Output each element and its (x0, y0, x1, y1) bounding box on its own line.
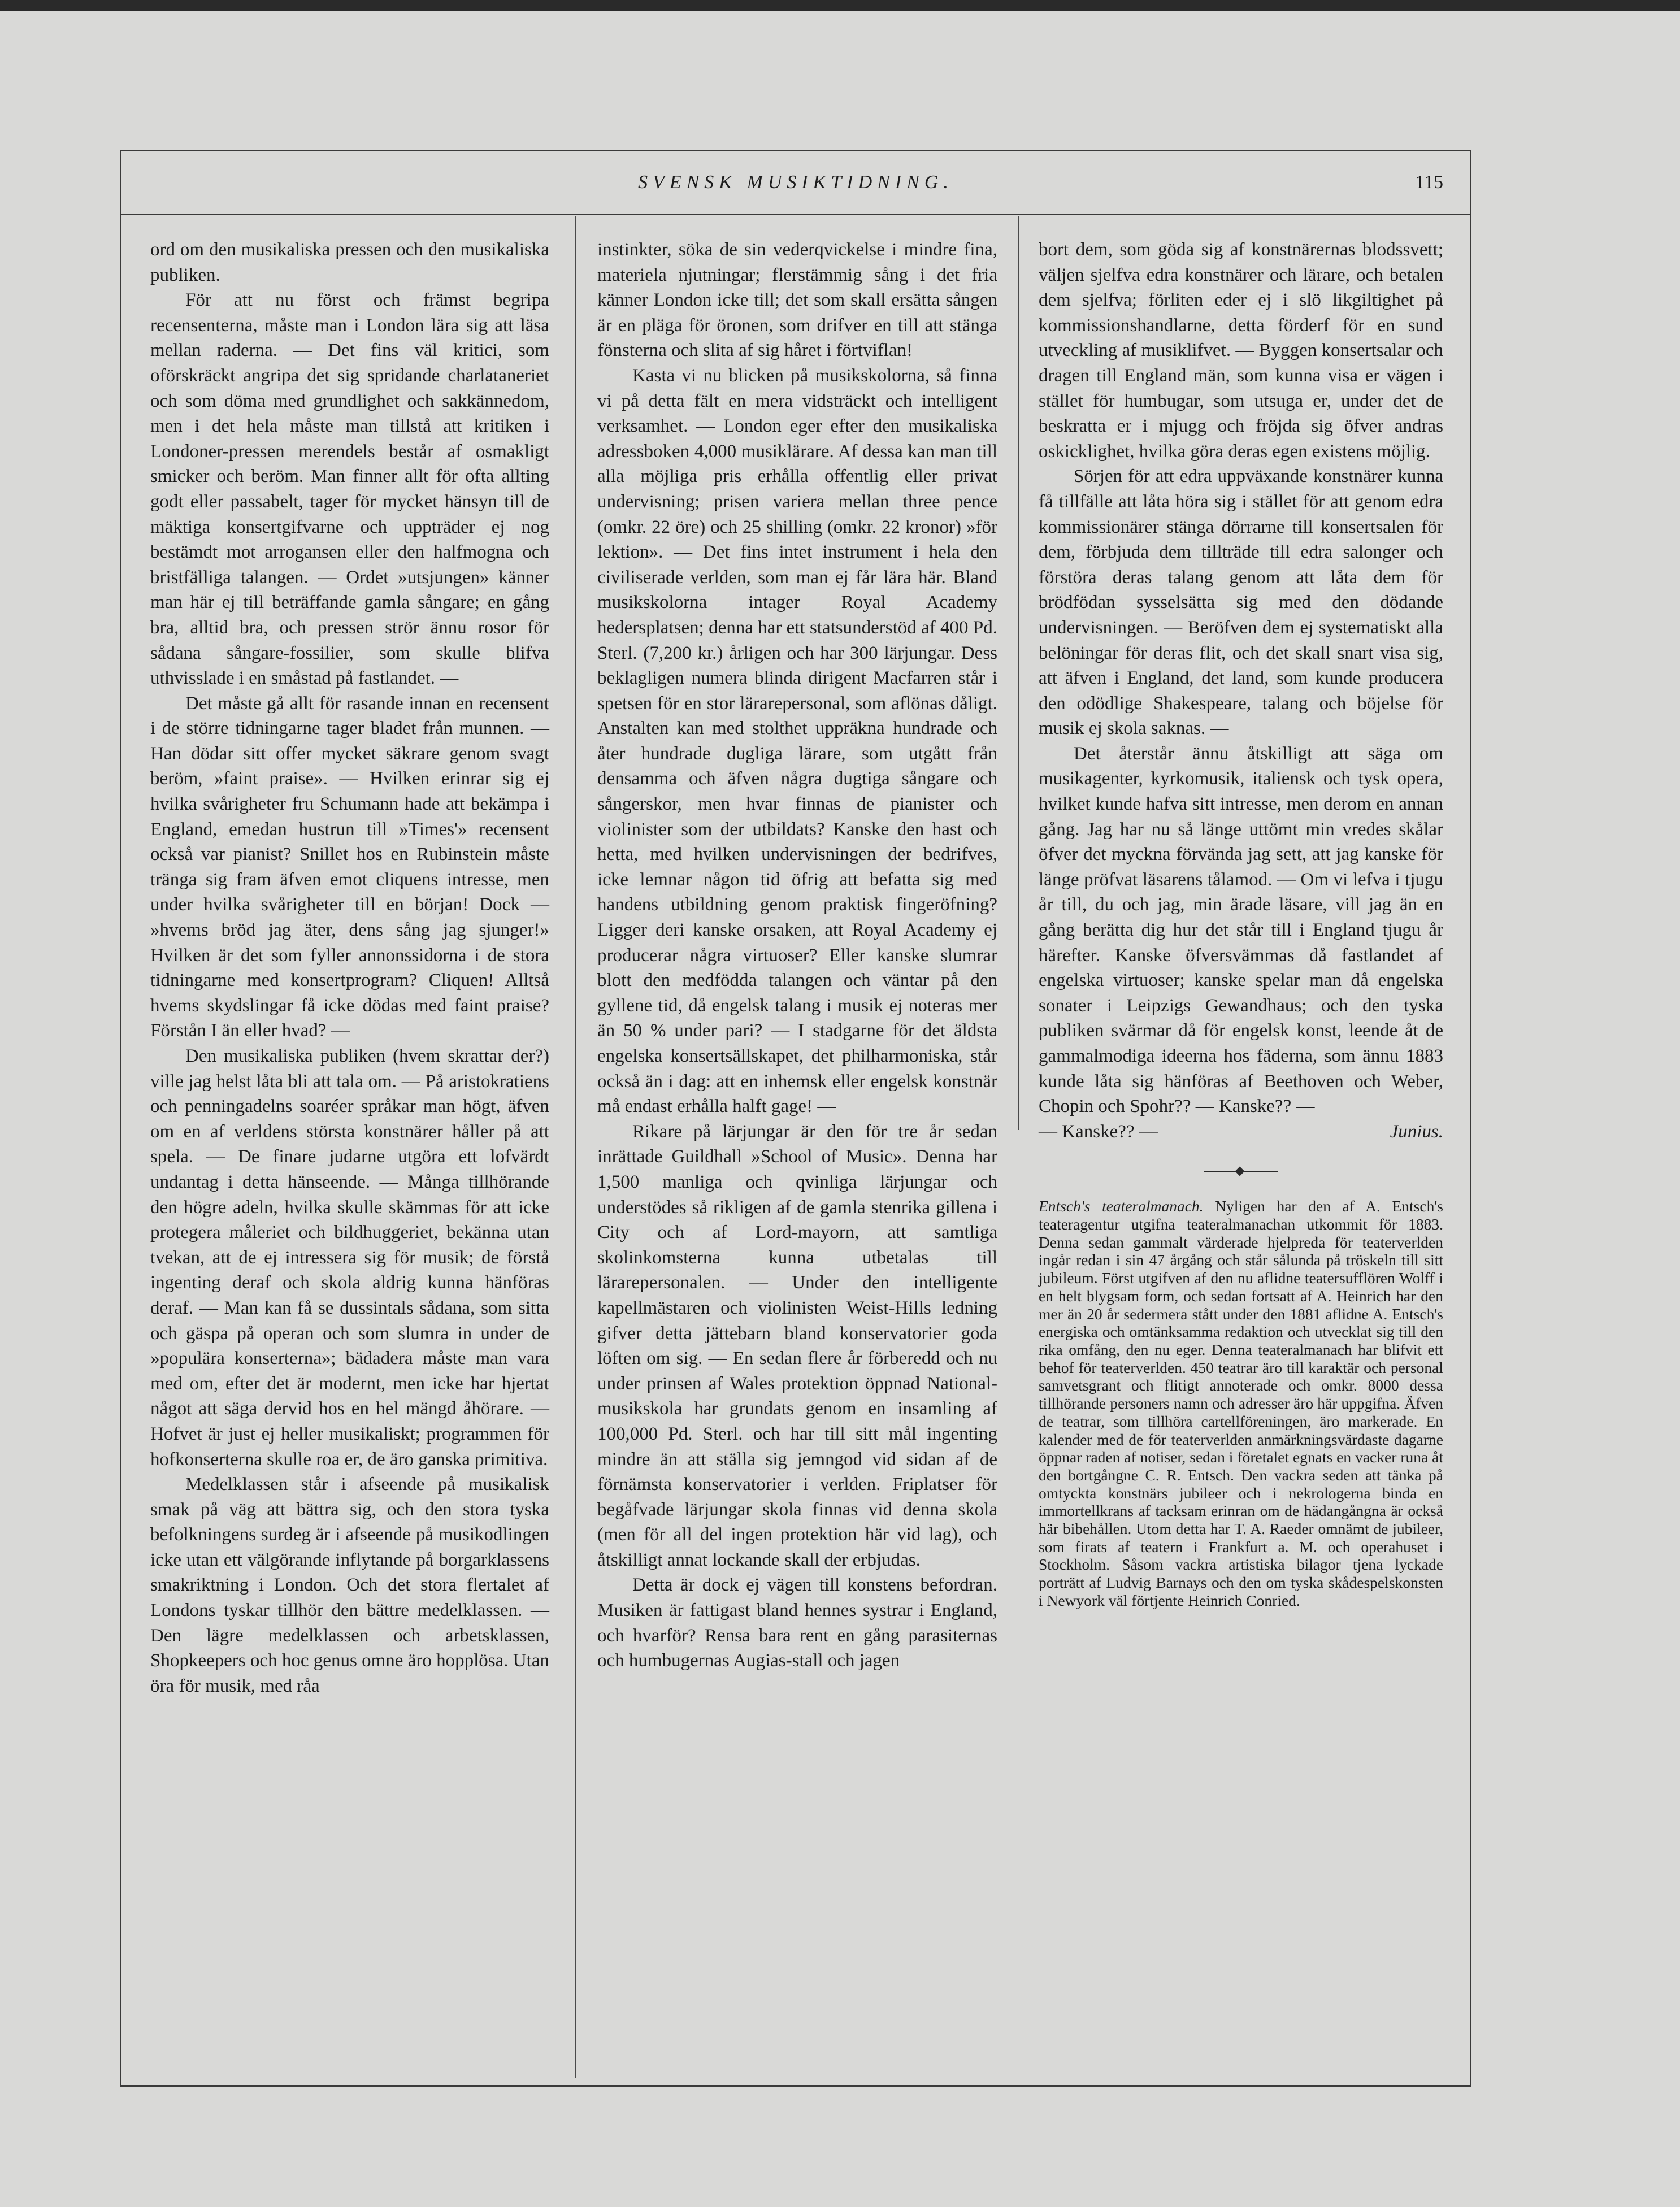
paragraph: För att nu först och främst begripa recensenterna, måste man i London lära sig att läsa mellan raderna. — Det fins väl kritici, som oförskräckt angripa det sig spridande charlataneriet och som döma med grundlighet och sakkännedom, men i det hela måste man tillstå att kritiken i Londoner-pressen merendels består af osmakligt smicker och beröm. Man finner allt för ofta allting godt eller passabelt, tager för mycket hänsyn till de mäktiga konsertgifvarne och uppträder ej nog bestämdt mot arrogansen eller den halfmogna och bristfälliga talangen. — Ordet »utsjungen» känner man här ej till beträffande gamla sångare; en gång bra, alltid bra, och pressen strör ännu rosor för sådana sångare-fossilier, som skulle blifva uthvisslade i en småstad på fastlandet. — (150, 290, 549, 689)
closing-remark: — Kanske?? — (1039, 1121, 1158, 1142)
paragraph: Det måste gå allt för rasande innan en recensent i de större tidningarne tager bladet från munnen. — Han dödar sitt offer mycket säkrare genom svagt beröm, »faint praise». — Hvilken erinrar sig ej hvilka svårigheter fru Schumann hade att bekämpa i England, emedan hustrun till »Times'» recensent också var pianist? Snillet hos en Rubinstein måste tränga sig fram äfven emot cliquens intresse, men under hvilka svårigheter till en början! Dock — »hvems bröd jag äter, dens sång jag sjunger!» Hvilken är det som fyller annonssidorna i de stora tidningarne med konsertprogram? Cliquen! Alltså hvems skydslingar få icke dödas med faint praise? Förstån I än eller hvad? — (150, 693, 549, 1041)
paragraph: Medelklassen står i afseende på musikalisk smak på väg att bättra sig, och den stora tyska befolkningens surdeg är i afseende på musikodlingen icke utan ett välgörande inflytande på borgarklassens smakriktning i London. Och det stora flertalet af Londons tyskar tillhör den bättre medelklassen. — Den lägre medelklassen och arbetsklassen, Shopkeepers och hoc genus omne äro hopplösa. Utan öra för musik, med råa (150, 1474, 549, 1696)
paragraph: instinkter, söka de sin vederqvickelse i mindre fina, materiela njutningar; flerstämmig sång i det fria känner London icke till; det som skall ersätta sången är en pläga för öronen, som drifver en till att stänga fönsterna och slita af sig håret i förtviflan! (597, 240, 997, 361)
page-number: 115 (1415, 172, 1443, 193)
column-divider-1 (575, 216, 576, 2078)
signature-line (1039, 1119, 1443, 1145)
paragraph: Rikare på lärjungar är den för tre år sedan inrättade Guildhall »School of Music». Denna har 1,500 manliga och qvinliga lärjungar och understödes så rikligen af de gamla stenrika gillena i City och af Lord-mayorn, att samtliga skolinkomsterna kunna utbetalas till lärarepersonalen. — Under den intelligente kapellmästaren och violinisten Weist-Hills ledning gifver detta jättebarn bland konservatorier goda löften om sig. — En sedan flere år förberedd och nu under prinsen af Wales protektion öppnad National-musikskola har grundats genom en insamling af 100,000 Pd. Sterl. och har till sitt mål ingenting mindre än att ställa sig jemngod vid sidan af de förnämsta konservatorier i verlden. Friplatser för begåfvade lärjungar skola finnas vid denna skola (men för all del ingen protektion här vid lag), och åtskilligt annat lockande skall der erbjudas. (597, 1121, 997, 1570)
header-rule (120, 214, 1471, 215)
author-signature: Junius. (1390, 1121, 1443, 1142)
paragraph: Detta är dock ej vägen till konstens befordran. Musiken är fattigast bland hennes systrar i England, och hvarför? Rensa bara rent en gång parasiternas och humbugernas Augias-stall och jagen (597, 1575, 997, 1671)
notice-body: Nyligen har den af A. Entsch's teateragentur utgifna teateralmanachan utkommit för 1883. Denna sedan gammalt värderade hjelpreda för teaterverlden ingår redan i sin 47 årgång och står sålunda på tröskeln till sitt jubileum. Först utgifven af den nu aflidne teatersufflören Wolff i en helt blygsam form, och sedan fortsatt af A. Heinrich har den mer än 20 år sedermera stått under den 1881 aflidne A. Entsch's energiska och omtänksamma redaktion och utvecklat sig till den rika omfång, den nu eger. Denna teateralmanach har blifvit ett behof för teaterverlden. 450 teatrar äro till karaktär och personal samvetsgrant och flitigt annoterade och omkr. 8000 dessa tillhörande personers namn och adresser äro här uppgifna. Äfven de teatrar, som tillhöra cartellföreningen, äro markerade. En kalender med de för teaterverlden anmärkningsvärdaste dagarne öppnar raden af notiser, sedan i företalet egnats en vacker runa åt den bortgångne C. R. Entsch. Den vackra seden att tänka på omtyckta konstnärs jubileer och i nekrologerna binda en immortellkrans af tacksam erinran om de hädangångna är också här bibehållen. Utom detta har T. A. Raeder omnämt de jubileer, som firats af teatern i Frankfurt a. M. och operahuset i Stockholm. Såsom vackra artistiska bilagor tjena lyckade porträtt af Ludvig Barnays och den om tyska skådespelskonsten i Newyork väl förtjente Heinrich Conried. (1039, 1197, 1443, 1609)
column-3 (1039, 237, 1443, 1610)
paragraph: Kasta vi nu blicken på musikskolorna, så finna vi på detta fält en mera vidsträckt och intelligent verksamhet. — London eger efter den musikaliska adressboken 4,000 musiklärare. Af dessa kan man till alla möjliga pris erhålla offentlig eller privat undervisning; prisen variera mellan three pence (omkr. 22 öre) och 25 shilling (omkr. 22 kronor) »för lektion». — Det fins intet instrument i hela den civiliserade verlden, som man ej får lära här. Bland musikskolorna intager Royal Academy hedersplatsen; denna har ett statsunderstöd af 400 Pd. Sterl. (7,200 kr.) årligen och har 300 lärjungar. Dess beklagligen numera blinda dirigent Macfarren står i spetsen för en stor lärarepersonal, som aflönas dåligt. Anstalten kan med stolthet uppräkna hundrade och åter hundrade dugliga lärare, som utgått från densamma och äfven några dugtiga sångare och sångerskor, men hvar finnas de pianister och violinister som der utbildats? Kanske den hast och hetta, med hvilken undervisningen der bedrifves, icke lemnar någon tid öfrig att befatta sig med handens utbildning genom praktisk fingeröfning? Ligger deri kanske orsaken, att Royal Academy ej producerar några virtuoser? Eller kanske slumrar blott den medfödda talangen och väntar på den gyllene tid, då engelsk talang i musik ej noteras mer än 50 % under pari? — I stadgarne för det äldsta engelska konsertsällskapet, det philharmoniska, står också än i dag: att en inhemsk eller engelsk konstnär må endast erhålla halft gage! — (597, 365, 997, 1117)
paragraph: Den musikaliska publiken (hvem skrattar der?) ville jag helst låta bli att tala om. — På aristokratiens och penningadelns soaréer språkar man högt, äfven om en af verldens största konstnärer håller på att spela. — De finare judarne utgöra ett lofvärdt undantag i detta hänseende. — Många tillhörande den högre adeln, hvilka skulle skämmas för att icke protegera måleriet och bildhuggeriet, bekänna utan tvekan, att de ej intressera sig för musik; de förstå ingenting deraf och skola aldrig kunna hänföras deraf. — Man kan få se dussintals sådana, som sitta och gäspa på operan och som slumra in under de »populära konserterna»; bädadera måste man vara med om, efter det är modernt, men icke har hjertat något att säga dervid hos en hel mängd åhörare. — Hofvet är just ej heller musikaliskt; programmen för hofkonserterna skulle roa er, de äro ganska primitiva. (150, 1046, 549, 1470)
paragraph: ord om den musikaliska pressen och den musikaliska publiken. (150, 240, 549, 285)
section-ornament (1204, 1171, 1278, 1172)
journal-title: SVENSK MUSIKTIDNING. (638, 172, 953, 193)
paragraph: Sörjen för att edra uppväxande konstnärer kunna få tillfälle att låta höra sig i stället för att genom edra kommissionärer stänga dörrarne till konsertsalen för dem, förbjuda dem tillträde till edra salonger och förstöra deras talang genom att låta dem för brödfödan sysselsätta sig med den dödande undervisningen. — Beröfven dem ej systematiskt alla belöningar för deras flit, och det skall snart visa sig, att äfven i England, det land, som kunde producera den odödlige Shakespeare, talang och böjelse för musik ej skola saknas. — (1039, 466, 1443, 739)
column-1 (150, 237, 549, 1698)
notice-entsch-almanach (1039, 1197, 1443, 1609)
column-2 (597, 237, 997, 1674)
footer-rule (120, 2085, 1471, 2087)
running-header (120, 170, 1471, 215)
paragraph: Det återstår ännu åtskilligt att säga om musikagenter, kyrkomusik, italiensk och tysk opera, hvilket kunde hafva sitt intresse, men derom en annan gång. Jag har nu så länge uttömt min vredes skålar öfver det myckna förvända jag sett, att jag kanske för länge pröfvat läsarens tålamod. — Om vi lefva i tjugu år till, du och jag, min ärade läsare, vill jag än en gång berätta dig hur det står till i England tjugu år härefter. Kanske öfversvämmas då fastlandet af engelska virtuoser; kanske spelar man då engelska sonater i Leipzigs Gewandhaus; och den tyska publiken svärmar då för engelsk konst, leende åt de gammalmodiga ideerna hos fäderna, som ännu 1883 kunde låta sig hänföras af Beethoven och Weber, Chopin och Spohr?? — Kanske?? — (1039, 743, 1443, 1117)
notice-title: Entsch's teateralmanach. (1039, 1197, 1204, 1215)
paragraph: bort dem, som göda sig af konstnärernas blodssvett; väljen sjelfva edra konstnärer och lärare, och betalen dem sjelfva; förliten eder ej i slö likgiltighet på kommissionshandlarne, detta förderf för en sund utveckling af musiklifvet. — Byggen konsertsalar och dragen till England män, som kunna visa er vägen i stället för humbugar, som utsuga er, under det de beskratta er i mjugg och fröjda sig öfver andras oskicklighet, hvilka göra deras egen existens möjlig. (1039, 240, 1443, 462)
column-divider-2 (1018, 216, 1019, 1130)
scan-top-edge (0, 0, 1680, 11)
